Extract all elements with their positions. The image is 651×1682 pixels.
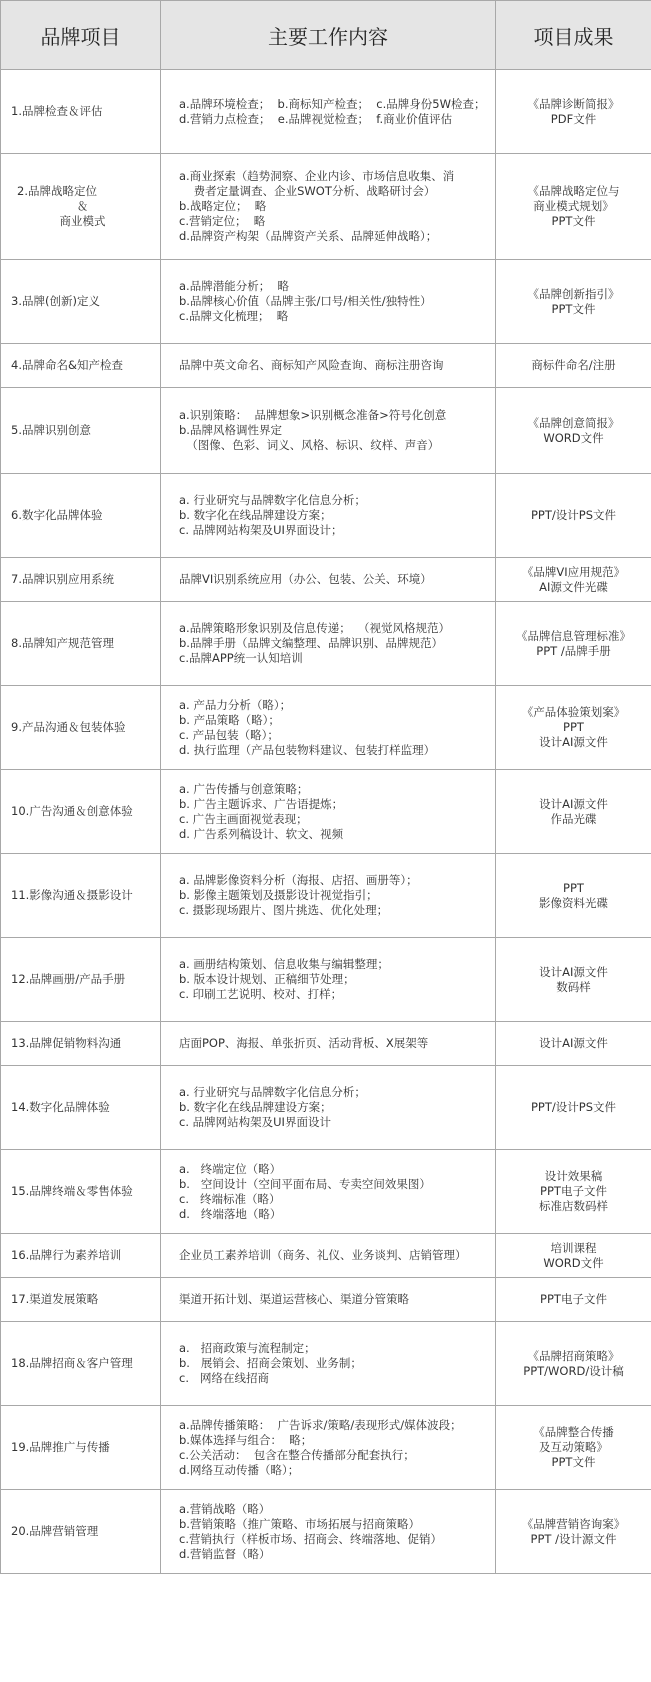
project-cell (1, 154, 161, 260)
table-row (1, 1278, 651, 1322)
work-line: b. 产品策略（略）； (179, 712, 280, 727)
project-cell (1, 1234, 161, 1278)
work-cell (161, 1322, 496, 1406)
project-name: ＆ (76, 199, 89, 213)
work-line: b. 数字化在线品牌建设方案； (179, 1100, 332, 1114)
table-row (1, 686, 651, 770)
table-row (1, 70, 651, 154)
work-line: c. 印刷工艺说明、校对、打样； (179, 987, 343, 1001)
table-row (1, 1150, 651, 1234)
project-name: 9.产品沟通＆包装体验 (11, 720, 126, 734)
work-cell (161, 938, 496, 1022)
result-line: 标准店数码样 (539, 1199, 608, 1213)
result-cell (496, 1406, 651, 1490)
work-line: a. 行业研究与品牌数字化信息分析； (179, 1085, 366, 1099)
work-line: c.品牌APP统一认知培训 (179, 651, 303, 665)
result-line: 《品牌创新指引》 (527, 286, 620, 301)
result-line: 《品牌招商策略》 (527, 1348, 620, 1363)
work-line: 品牌中英文命名、商标知产风险查询、商标注册咨询 (179, 358, 444, 372)
result-cell (496, 1490, 651, 1574)
work-line: d.营销力点检查； e.品牌视觉检查； f.商业价值评估 (179, 111, 453, 126)
work-line: d. 广告系列稿设计、软文、视频 (179, 826, 344, 841)
result-line: 《品牌战略定位与 (527, 184, 620, 198)
table-row (1, 260, 651, 344)
project-name: 3.品牌(创新)定义 (11, 294, 100, 308)
work-cell (161, 602, 496, 686)
result-line: 《品牌诊断简报》 (527, 96, 620, 111)
project-cell (1, 344, 161, 388)
table-row (1, 558, 651, 602)
result-cell (496, 70, 651, 154)
result-cell (496, 1022, 651, 1066)
work-line: （图像、色彩、词义、风格、标识、纹样、声音） (179, 438, 440, 452)
work-line: 品牌VI识别系统应用（办公、包装、公关、环境） (179, 572, 432, 586)
work-line: a.营销战略（略） (179, 1501, 271, 1516)
header-row (1, 1, 651, 70)
project-name: 8.品牌知产规范管理 (11, 636, 114, 650)
result-cell (496, 686, 651, 770)
project-cell (1, 938, 161, 1022)
result-cell (496, 1278, 651, 1322)
project-cell (1, 1066, 161, 1150)
result-line: PPT (563, 720, 584, 734)
result-cell (496, 388, 651, 474)
project-cell (1, 1406, 161, 1490)
result-line: 数码样 (556, 979, 591, 994)
work-line: a.品牌策略形象识别及信息传递； （视觉风格规范） (179, 621, 451, 635)
work-line: c. 品牌网站构架及UI界面设计 (179, 1115, 331, 1129)
result-line: 《品牌VI应用规范》 (521, 564, 626, 579)
result-line: PPT电子文件 (540, 1184, 607, 1198)
result-cell (496, 1234, 651, 1278)
project-name: 11.影像沟通＆摄影设计 (11, 888, 133, 902)
work-line: c. 品牌网站构架及UI界面设计； (179, 523, 343, 537)
project-name: 6.数字化品牌体验 (11, 508, 103, 522)
project-cell (1, 474, 161, 558)
table-row (1, 388, 651, 474)
project-cell (1, 602, 161, 686)
project-name: 10.广告沟通＆创意体验 (11, 804, 133, 818)
work-line: a.商业探索（趋势洞察、企业内诊、市场信息收集、消 (179, 169, 455, 183)
project-cell (1, 770, 161, 854)
work-line: a.品牌传播策略： 广告诉求/策略/表现形式/媒体波段； (179, 1417, 462, 1432)
work-line: c. 产品包装（略）； (179, 727, 279, 742)
project-cell (1, 1322, 161, 1406)
work-line: a.识别策略： 品牌想象>识别概念准备>符号化创意 (179, 408, 447, 422)
project-cell (1, 1278, 161, 1322)
result-line: 设计效果稿 (544, 1169, 603, 1183)
work-line: d.营销监督（略） (179, 1546, 271, 1561)
work-line: b. 展销会、招商会策划、业务制； (179, 1356, 362, 1370)
work-line: c.品牌文化梳理； 略 (179, 309, 289, 323)
work-line: c. 广告主画面视觉表现； (179, 811, 308, 826)
work-line: b.营销策略（推广策略、市场拓展与招商策略） (179, 1516, 420, 1531)
project-name: 4.品牌命名&知产检查 (11, 358, 123, 372)
work-line: b.品牌手册（品牌文编整理、品牌识别、品牌规范） (179, 636, 443, 650)
work-line: b.品牌核心价值（品牌主张/口号/相关性/独特性） (179, 294, 432, 308)
work-cell (161, 686, 496, 770)
work-cell (161, 474, 496, 558)
result-line: 《产品体验策划案》 (521, 705, 626, 719)
header-work: 主要工作内容 (161, 1, 496, 70)
result-line: PPT /品牌手册 (536, 643, 611, 658)
result-cell (496, 1150, 651, 1234)
result-line: 设计AI源文件 (539, 1036, 608, 1050)
table-row (1, 854, 651, 938)
result-line: PPT文件 (551, 214, 596, 228)
project-name: 20.品牌营销管理 (11, 1524, 99, 1538)
project-cell (1, 854, 161, 938)
result-line: PPT电子文件 (540, 1292, 607, 1306)
result-cell (496, 260, 651, 344)
project-cell (1, 388, 161, 474)
result-cell (496, 1322, 651, 1406)
work-line: b. 空间设计（空间平面布局、专卖空间效果图） (179, 1176, 431, 1191)
work-line: b.品牌风格调性界定 (179, 423, 282, 437)
table-row (1, 770, 651, 854)
table-row (1, 938, 651, 1022)
result-line: 及互动策略》 (539, 1440, 608, 1454)
result-cell (496, 344, 651, 388)
work-line: a.品牌环境检查； b.商标知产检查； c.品牌身份5W检查； (179, 96, 486, 111)
table-row (1, 1322, 651, 1406)
result-cell (496, 558, 651, 602)
project-name: 12.品牌画册/产品手册 (11, 972, 126, 986)
table-row (1, 1406, 651, 1490)
project-cell (1, 1150, 161, 1234)
work-cell (161, 854, 496, 938)
work-line: a.品牌潜能分析； 略 (179, 279, 290, 293)
work-cell (161, 344, 496, 388)
project-name: 17.渠道发展策略 (11, 1292, 99, 1306)
result-line: PPT /设计源文件 (530, 1531, 617, 1546)
work-cell (161, 1490, 496, 1574)
project-name: 14.数字化品牌体验 (11, 1100, 110, 1114)
work-cell (161, 260, 496, 344)
work-line: b. 数字化在线品牌建设方案； (179, 508, 332, 522)
work-line: 渠道开拓计划、渠道运营核心、渠道分管策略 (179, 1292, 409, 1306)
table-row (1, 1022, 651, 1066)
work-cell (161, 1022, 496, 1066)
work-cell (161, 1150, 496, 1234)
result-line: PPT/设计PS文件 (530, 1100, 616, 1114)
work-line: 店面POP、海报、单张折页、活动背板、X展架等 (179, 1036, 429, 1050)
project-name: 7.品牌识别应用系统 (11, 572, 114, 586)
work-line: a. 终端定位（略） (179, 1161, 282, 1176)
work-cell (161, 558, 496, 602)
project-cell (1, 70, 161, 154)
project-name: 1.品牌检查＆评估 (11, 104, 103, 118)
result-line: 设计AI源文件 (539, 964, 608, 979)
result-cell (496, 1066, 651, 1150)
work-line: a. 广告传播与创意策略； (179, 781, 309, 796)
work-cell (161, 1278, 496, 1322)
project-name: 18.品牌招商＆客户管理 (11, 1356, 133, 1370)
result-line: PDF文件 (550, 111, 597, 126)
result-cell (496, 154, 651, 260)
result-line: PPT文件 (551, 301, 596, 316)
project-name: 5.品牌识别创意 (11, 423, 91, 437)
project-cell (1, 558, 161, 602)
work-line: b. 影像主题策划及摄影设计视觉指引； (179, 888, 378, 902)
work-line: a. 产品力分析（略）； (179, 697, 292, 712)
work-line: 费者定量调查、企业SWOT分析、战略研讨会） (179, 184, 436, 198)
result-line: PPT (563, 880, 584, 895)
work-line: c.营销定位； 略 (179, 214, 266, 228)
work-line: b.战略定位； 略 (179, 199, 267, 213)
work-line: d. 执行监理（产品包装物料建议、包装打样监理） (179, 742, 436, 757)
work-line: c. 摄影现场跟片、图片挑选、优化处理； (179, 903, 389, 917)
work-cell (161, 1234, 496, 1278)
result-line: 《品牌整合传播 (533, 1425, 614, 1439)
result-line: 《品牌创意简报》 (527, 415, 620, 430)
table-row (1, 1234, 651, 1278)
result-cell (496, 474, 651, 558)
work-line: d.品牌资产构架（品牌资产关系、品牌延伸战略）； (179, 229, 438, 243)
result-line: 商标件命名/注册 (531, 358, 616, 372)
work-line: c.营销执行（样板市场、招商会、终端落地、促销） (179, 1531, 442, 1546)
work-cell (161, 154, 496, 260)
work-line: a. 画册结构策划、信息收集与编辑整理； (179, 957, 389, 971)
table-row (1, 344, 651, 388)
work-cell (161, 70, 496, 154)
work-cell (161, 1066, 496, 1150)
project-name: 19.品牌推广与传播 (11, 1440, 110, 1454)
work-line: a. 招商政策与流程制定； (179, 1341, 316, 1355)
project-cell (1, 260, 161, 344)
work-line: c. 网络在线招商 (179, 1371, 269, 1385)
result-cell (496, 602, 651, 686)
work-line: a. 品牌影像资料分析（海报、店招、画册等）； (179, 873, 418, 887)
header-result: 项目成果 (496, 1, 651, 70)
project-name: 2.品牌战略定位 (17, 184, 97, 198)
project-cell (1, 686, 161, 770)
work-cell (161, 1406, 496, 1490)
table-row (1, 154, 651, 260)
work-line: b. 广告主题诉求、广告语提炼； (179, 796, 344, 811)
table-row (1, 474, 651, 558)
result-line: 设计AI源文件 (539, 735, 608, 749)
result-line: WORD文件 (543, 430, 604, 445)
result-line: PPT文件 (551, 1455, 596, 1469)
table-row (1, 1066, 651, 1150)
project-name: 13.品牌促销物料沟通 (11, 1036, 122, 1050)
work-line: c.公关活动： 包含在整合传播部分配套执行； (179, 1447, 415, 1462)
result-cell (496, 770, 651, 854)
result-line: WORD文件 (543, 1255, 604, 1270)
work-line: c. 终端标准（略） (179, 1191, 281, 1206)
work-line: b. 版本设计规划、正稿细节处理； (179, 972, 355, 986)
result-cell (496, 854, 651, 938)
result-line: 设计AI源文件 (539, 796, 608, 811)
work-cell (161, 770, 496, 854)
project-name: 商业模式 (59, 214, 106, 228)
result-line: 影像资料光碟 (539, 895, 608, 910)
table-row (1, 602, 651, 686)
table-row (1, 1490, 651, 1574)
result-line: 商业模式规划》 (533, 199, 614, 213)
result-line: 《品牌营销咨询案》 (521, 1516, 626, 1531)
work-line: b.媒体选择与组合： 略； (179, 1432, 313, 1447)
result-line: AI源文件光碟 (539, 579, 608, 594)
project-cell (1, 1490, 161, 1574)
work-line: d.网络互动传播（略）； (179, 1462, 300, 1477)
work-line: 企业员工素养培训（商务、礼仪、业务谈判、店销管理） (179, 1248, 467, 1262)
work-line: d. 终端落地（略） (179, 1206, 282, 1221)
result-line: PPT/WORD/设计稿 (523, 1363, 624, 1378)
project-name: 15.品牌终端＆零售体验 (11, 1184, 133, 1198)
result-line: 作品光碟 (550, 811, 597, 826)
result-line: 培训课程 (550, 1240, 597, 1255)
work-line: a. 行业研究与品牌数字化信息分析； (179, 493, 366, 507)
header-project: 品牌项目 (1, 1, 161, 70)
work-cell (161, 388, 496, 474)
result-cell (496, 938, 651, 1022)
project-name: 16.品牌行为素养培训 (11, 1248, 122, 1262)
result-line: 《品牌信息管理标准》 (516, 628, 631, 643)
result-line: PPT/设计PS文件 (530, 508, 616, 522)
project-cell (1, 1022, 161, 1066)
